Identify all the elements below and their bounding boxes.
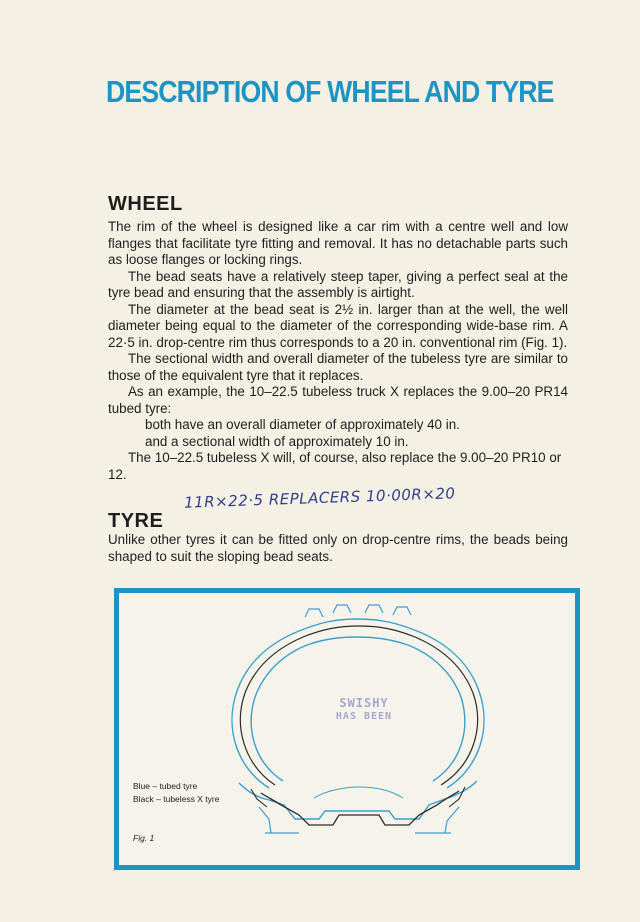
- legend-blue: Blue – tubed tyre: [133, 781, 198, 791]
- tyre-paragraph: Unlike other tyres it can be fitted only on drop-centre rims, the beads being shaped to suit the sloping bead seats.: [108, 532, 568, 564]
- watermark-line-1: SWISHY: [339, 696, 389, 710]
- tyre-body: [108, 532, 568, 565]
- wheel-paragraph-7: and a sectional width of approximately 10 in.: [145, 433, 409, 449]
- figure-legend: [133, 780, 219, 806]
- page-title: DESCRIPTION OF WHEEL AND TYRE: [106, 74, 554, 109]
- watermark-logo: [329, 697, 399, 723]
- watermark-line-2: HAS BEEN: [335, 711, 393, 722]
- wheel-paragraph-2: The bead seats have a relatively steep taper, giving a perfect seal at the tyre bead and ensuring that the assembly is airtight.: [108, 268, 568, 300]
- wheel-heading: WHEEL: [108, 193, 183, 215]
- figure-frame: [114, 588, 580, 870]
- wheel-paragraph-3: The diameter at the bead seat is 2½ in. larger than at the well, the well diameter being equal to the diameter of the corresponding wide-base rim. A 22·5 in. drop-centre rim thus corresponds to a 20 in. conventional rim (Fig. 1).: [108, 301, 568, 350]
- tyre-heading: TYRE: [108, 510, 164, 532]
- wheel-paragraph-1: The rim of the wheel is designed like a car rim with a centre well and low flanges that facilitate tyre fitting and removal. It has no detachable parts such as loose flanges or locking rings.: [108, 219, 568, 267]
- wheel-paragraph-5: As an example, the 10–22.5 tubeless truck X replaces the 9.00–20 PR14 tubed tyre:: [108, 384, 568, 416]
- figure-caption: Fig. 1: [133, 833, 155, 843]
- wheel-paragraph-8: The 10–22.5 tubeless X will, of course, also replace the 9.00–20 PR10 or 12.: [108, 450, 562, 482]
- handwritten-note: 11R×22·5 REPLACERS 10·00R×20: [183, 484, 456, 512]
- legend-black: Black – tubeless X tyre: [133, 794, 220, 804]
- drop-centre-rim: [261, 791, 459, 825]
- wheel-paragraph-6: both have an overall diameter of approximately 40 in.: [145, 417, 460, 432]
- wheel-body: [108, 219, 568, 483]
- tyre-cross-section-diagram: [119, 593, 575, 865]
- wheel-paragraph-4: The sectional width and overall diameter of the tubeless tyre are similar to those of the equivalent tyre that it replaces.: [108, 351, 568, 383]
